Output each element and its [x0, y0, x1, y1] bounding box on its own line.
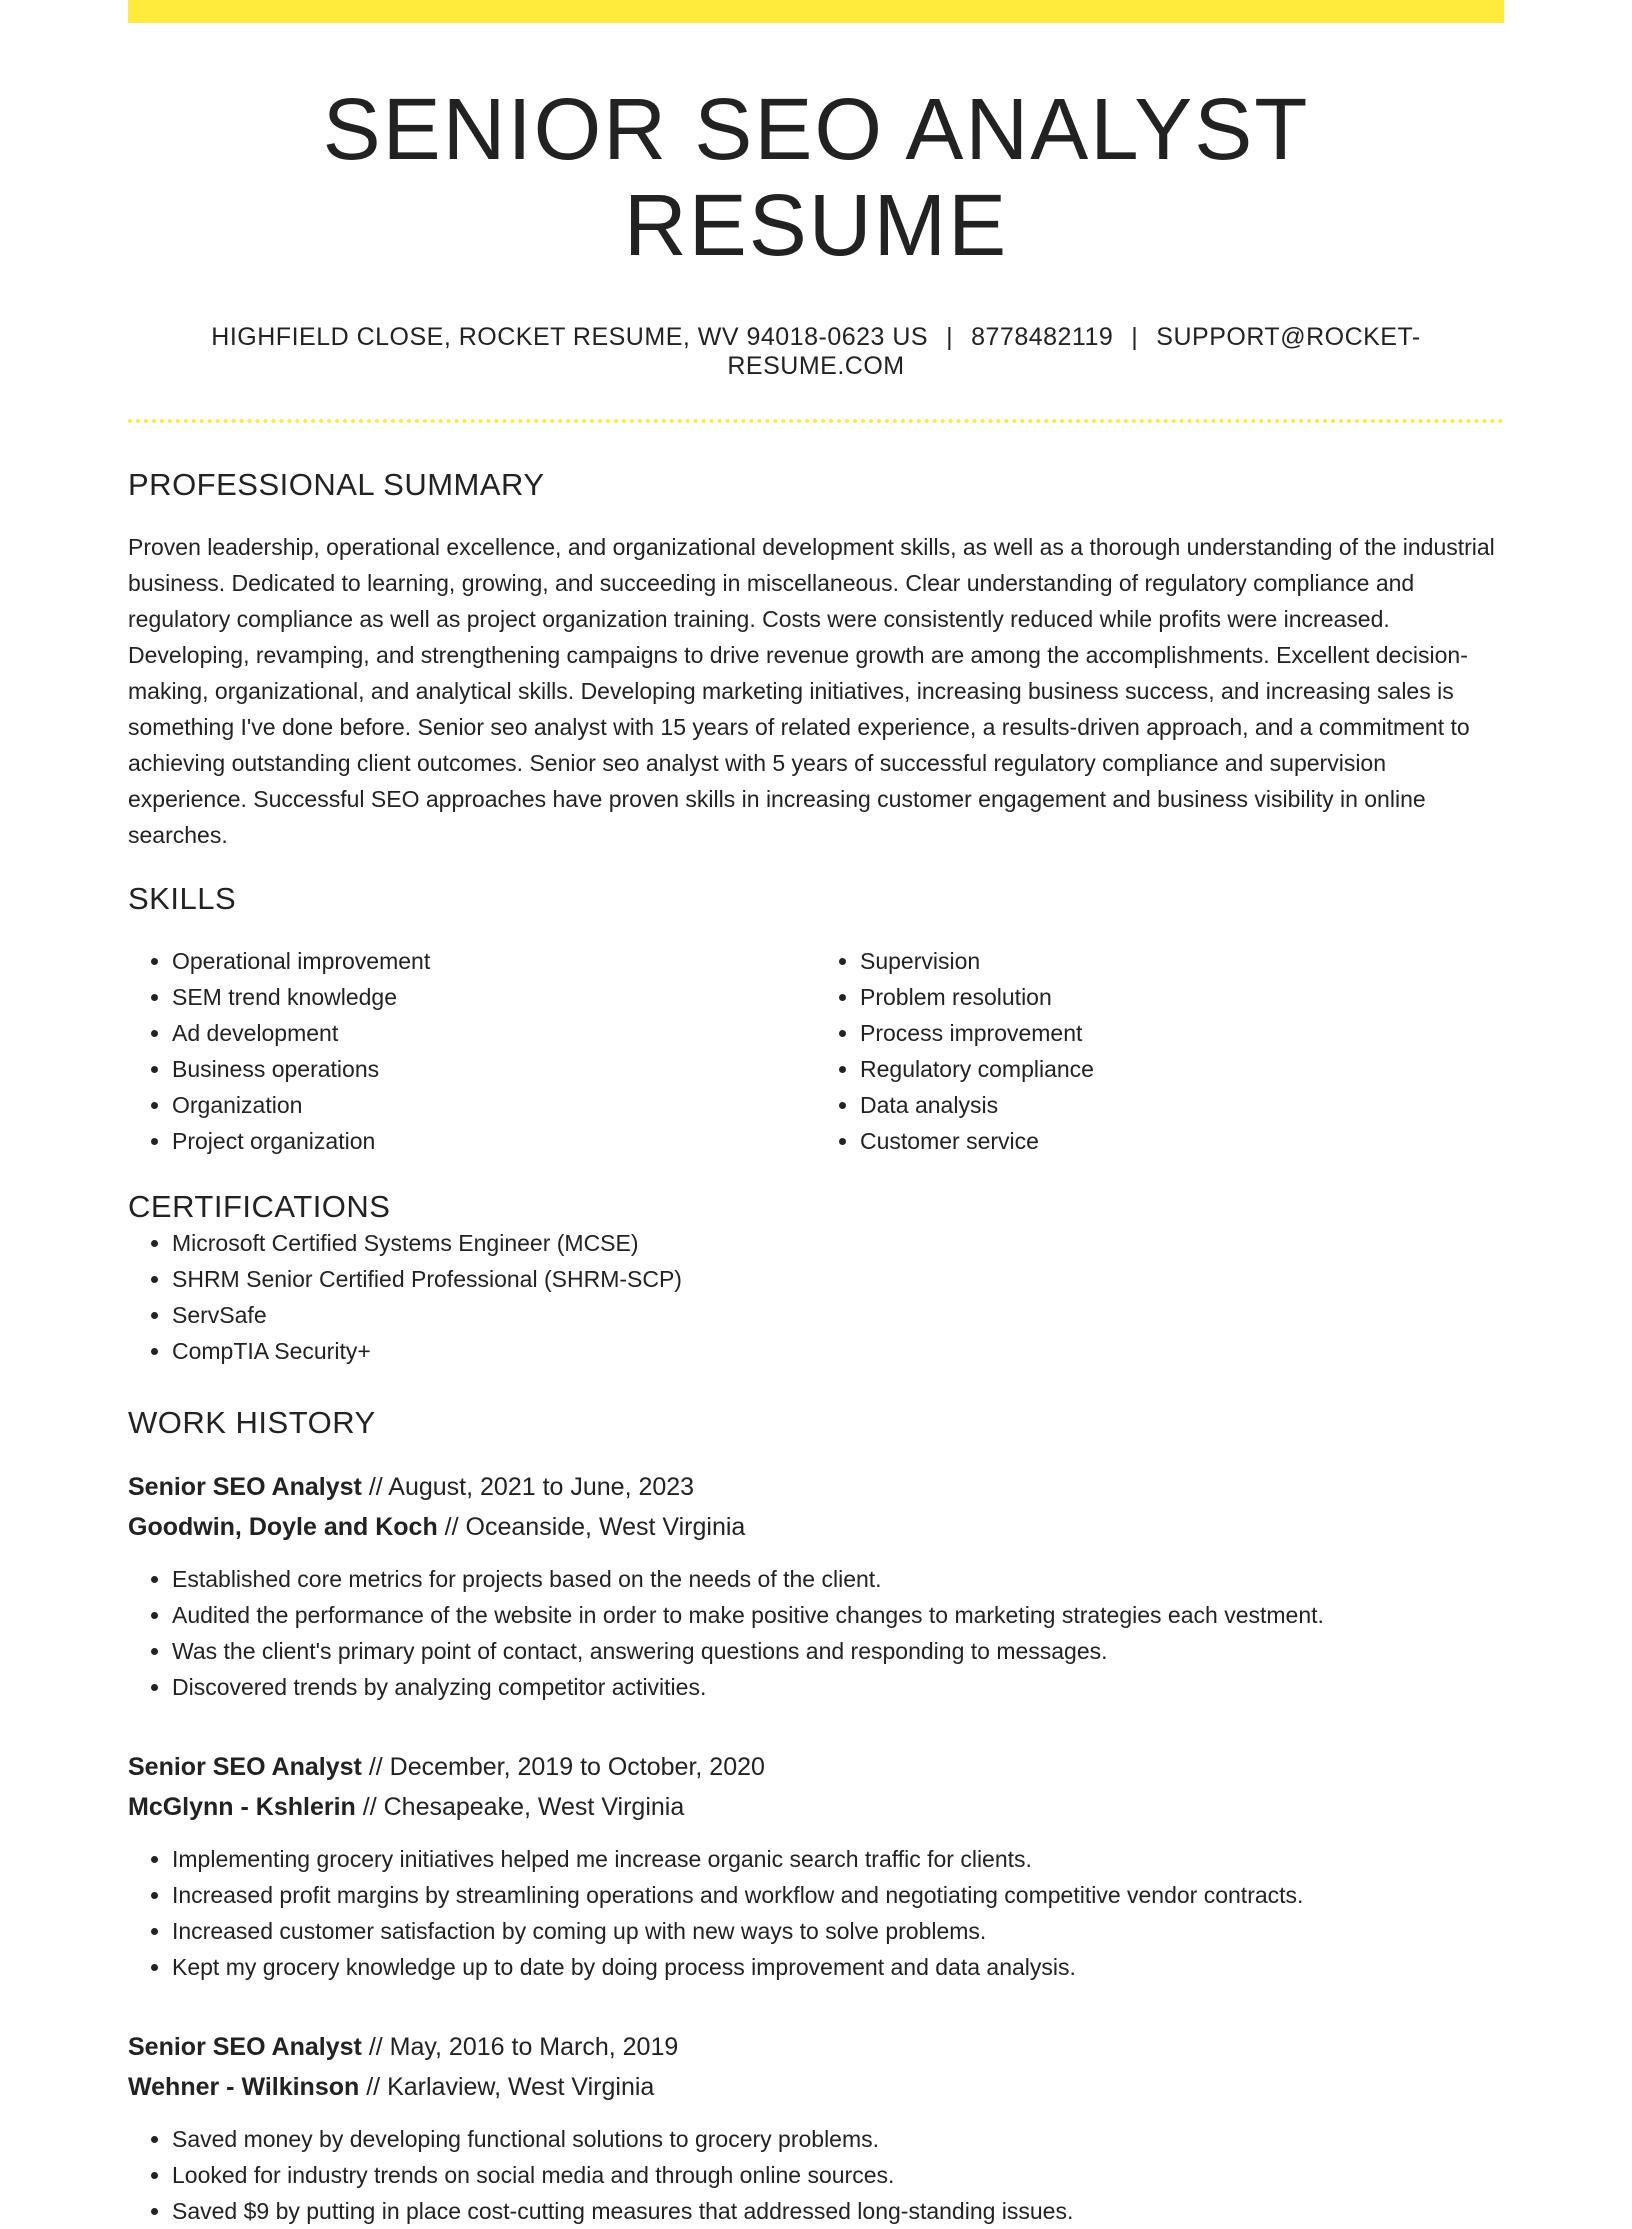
job-bullet: • Was the client's primary point of contact, answering questions and responding to messages. [172, 1633, 1504, 1669]
skill-item: • Regulatory compliance [860, 1051, 1504, 1087]
contact-separator: | [946, 323, 954, 352]
skill-item: • Project organization [172, 1123, 816, 1159]
job-dates: May, 2016 to March, 2019 [389, 2033, 679, 2062]
certifications-heading: CERTIFICATIONS [128, 1189, 391, 1225]
job-separator: // [361, 1753, 390, 1782]
job-entry [128, 1467, 1504, 1705]
job-company: Wehner - Wilkinson [128, 2073, 360, 2102]
accent-bar [128, 0, 1504, 23]
skill-item: • Process improvement [860, 1015, 1504, 1051]
job-location: Oceanside, West Virginia [465, 1513, 746, 1542]
skill-item: • Problem resolution [860, 979, 1504, 1015]
job-company-line [128, 2067, 1504, 2107]
job-bullet: • Audited the performance of the website in order to make positive changes to marketing strategies each vestment. [172, 1597, 1504, 1633]
job-dates: August, 2021 to June, 2023 [388, 1473, 695, 1502]
certification-item: • Microsoft Certified Systems Engineer (MCSE) [172, 1225, 1504, 1261]
contact-address: HIGHFIELD CLOSE, ROCKET RESUME, WV 94018-0623 US [211, 323, 929, 352]
contact-email: SUPPORT@ROCKET-RESUME.COM [727, 323, 1421, 381]
job-separator: // [355, 1793, 384, 1822]
job-location: Chesapeake, West Virginia [383, 1793, 685, 1822]
job-bullets [128, 1561, 1504, 1705]
job-company: Goodwin, Doyle and Koch [128, 1513, 438, 1542]
skill-item: • SEM trend knowledge [172, 979, 816, 1015]
dotted-divider [128, 419, 1504, 423]
certification-item: • ServSafe [172, 1297, 1504, 1333]
job-title-line [128, 2027, 1504, 2067]
skill-item: • Business operations [172, 1051, 816, 1087]
skills-grid [128, 943, 1504, 1159]
resume-title: SENIOR SEO ANALYST RESUME [322, 81, 1310, 274]
job-bullet: • Increased customer satisfaction by coming up with new ways to solve problems. [172, 1913, 1504, 1949]
job-dates: December, 2019 to October, 2020 [389, 1753, 765, 1782]
job-entry [128, 2027, 1504, 2229]
job-company-line [128, 1507, 1504, 1547]
work-history-heading: WORK HISTORY [128, 1405, 376, 1441]
skills-list-left [128, 943, 816, 1159]
skill-item: • Ad development [172, 1015, 816, 1051]
job-title: Senior SEO Analyst [128, 2033, 362, 2062]
job-bullet: • Increased profit margins by streamlining operations and workflow and negotiating competitive vendor contracts. [172, 1877, 1504, 1913]
job-bullets [128, 2121, 1504, 2229]
job-bullet: • Saved money by developing functional solutions to grocery problems. [172, 2121, 1504, 2157]
skill-item: • Supervision [860, 943, 1504, 979]
summary-text: Proven leadership, operational excellence, and organizational development skills, as well as a thorough understanding of the industrial business. Dedicated to learning, growing, and succeeding in miscellaneous. Clear understanding of regulatory compliance and regulatory compliance as well as project organization training. Costs were consistently reduced while profits were increased. Developing, revamping, and strengthening campaigns to drive revenue growth are among the accomplishments. Excellent decision-making, organizational, and analytical skills. Developing marketing initiatives, increasing business success, and increasing sales is something I've done before. Senior seo analyst with 15 years of related experience, a results-driven approach, and a commitment to achieving outstanding client outcomes. Senior seo analyst with 5 years of successful regulatory compliance and supervision experience. Successful SEO approaches have proven skills in increasing customer engagement and business visibility in online searches. [128, 534, 1495, 849]
job-title: Senior SEO Analyst [128, 1473, 362, 1502]
contact-line [128, 323, 1504, 381]
contact-phone: 8778482119 [971, 323, 1114, 352]
contact-separator: | [1131, 323, 1139, 352]
job-company: McGlynn - Kshlerin [128, 1793, 356, 1822]
job-bullet: • Looked for industry trends on social media and through online sources. [172, 2157, 1504, 2193]
job-separator: // [437, 1513, 466, 1542]
skill-item: • Organization [172, 1087, 816, 1123]
job-entry [128, 1747, 1504, 1985]
skills-heading: SKILLS [128, 881, 237, 917]
job-title-line [128, 1467, 1504, 1507]
certifications-list [128, 1225, 1504, 1369]
skill-item: • Operational improvement [172, 943, 816, 979]
job-title: Senior SEO Analyst [128, 1753, 362, 1782]
job-bullets [128, 1841, 1504, 1985]
skill-item: • Customer service [860, 1123, 1504, 1159]
job-location: Karlaview, West Virginia [387, 2073, 655, 2102]
job-separator: // [361, 2033, 390, 2062]
job-title-line [128, 1747, 1504, 1787]
job-bullet: • Kept my grocery knowledge up to date by doing process improvement and data analysis. [172, 1949, 1504, 1985]
certification-item: • SHRM Senior Certified Professional (SHRM-SCP) [172, 1261, 1504, 1297]
certification-item: • CompTIA Security+ [172, 1333, 1504, 1369]
skills-list-right [816, 943, 1504, 1159]
job-company-line [128, 1787, 1504, 1827]
job-bullet: • Established core metrics for projects based on the needs of the client. [172, 1561, 1504, 1597]
job-bullet: • Implementing grocery initiatives helped me increase organic search traffic for clients. [172, 1841, 1504, 1877]
summary-heading: PROFESSIONAL SUMMARY [128, 467, 545, 503]
job-separator: // [361, 1473, 389, 1502]
resume-page [128, 0, 1504, 2229]
job-bullet: • Discovered trends by analyzing competitor activities. [172, 1669, 1504, 1705]
skill-item: • Data analysis [860, 1087, 1504, 1123]
job-bullet: • Saved $9 by putting in place cost-cutting measures that addressed long-standing issues. [172, 2193, 1504, 2229]
job-separator: // [359, 2073, 388, 2102]
